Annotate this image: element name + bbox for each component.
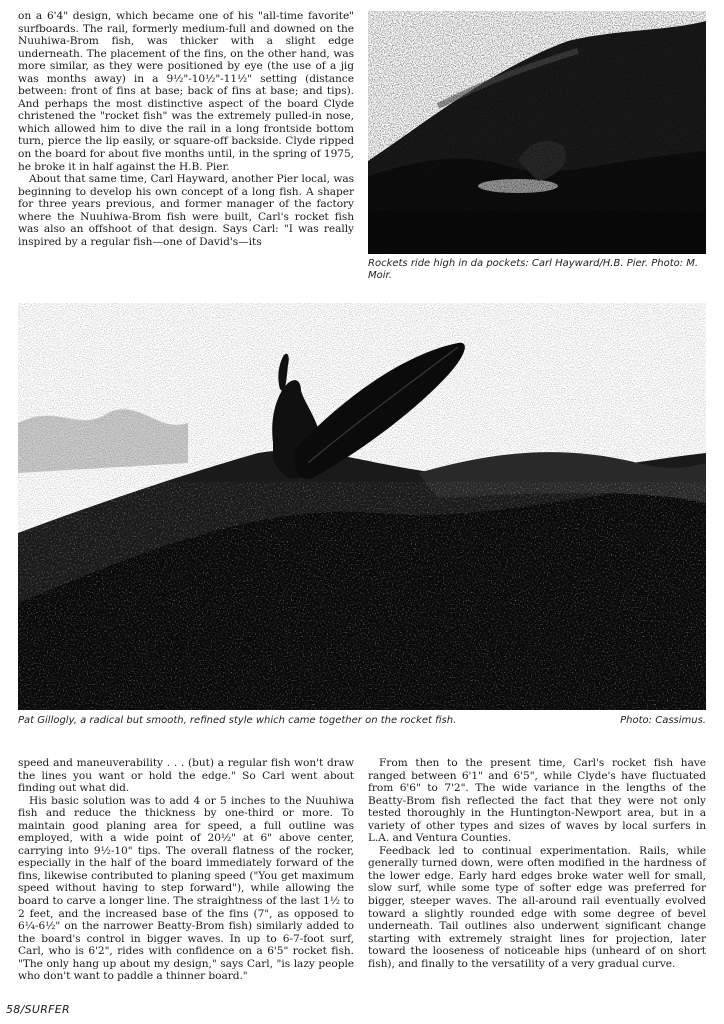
paragraph: From then to the present time, Carl's rocket fish have ranged between 6'1" and 6'5", while Clyde's have fluctuated from 6'6" to 7'2". The wide variance in the lengths of the Beatty-Brom fish reflected the fact that they were not only tested thoroughly in the Huntington-Newport area, but in a variety of other types and sizes of waves by local surfers in L.A. and Ventura Counties. xyxy=(368,757,706,845)
paragraph: About that same time, Carl Hayward, another Pier local, was beginning to develop his own concept of a long fish. A shaper for three years previous, and former manager of the factory where the Nuuhiwa-Brom fish were built, Carl's rocket fish was also an offshoot of that design. Says Carl: "I was really inspired by a regular fish—one of David's—its xyxy=(18,173,354,248)
caption-photo-main: Pat Gillogly, a radical but smooth, refined style which came together on the rocket fish. xyxy=(18,715,457,726)
caption-photo-top: Rockets ride high in da pockets: Carl Hayward/H.B. Pier. Photo: M. Moir. xyxy=(368,258,699,281)
paragraph: His basic solution was to add 4 or 5 inches to the Nuuhiwa fish and reduce the thickness by one-third or more. To maintain good planing area for speed, a full outline was employed, with a wide point of 20½" at 6" above center, carrying into 9½-10" tips. The overall flatness of the rocker, especially in the half of the board immediately forward of the fins, likewise contributed to planing speed ("You get maximum speed without having to step forward"), while allowing the board to carve a longer line. The straightness of the last 1½ to 2 feet, and the increased base of the fins (7", as opposed to 6¼-6½" on the narrower Beatty-Brom fish) similarly added to the board's control in bigger waves. In up to 6-7-foot surf, Carl, who is 6'2", rides with confidence on a 6'5" rocket fish. "The only hang up about my design," says Carl, "is lazy people who don't want to paddle a thinner board." xyxy=(18,794,354,983)
photo-pat-gillogly xyxy=(18,303,706,710)
bottom-left-text-column xyxy=(18,757,354,983)
bottom-right-text-column xyxy=(368,757,706,970)
top-text-column xyxy=(18,10,354,248)
page-folio: 58/SURFER xyxy=(6,1003,71,1016)
paragraph: speed and maneuverability . . . (but) a regular fish won't draw the lines you want or hold the edge." So Carl went about finding out what did. xyxy=(18,757,354,795)
paragraph: on a 6'4" design, which became one of his "all-time favorite" surfboards. The rail, formerly medium-full and downed on the Nuuhiwa-Brom fish, was thicker with a slight edge underneath. The placement of the fins, on the other hand, was more similar, as they were positioned by eye (the use of a jig was months away) in a 9½"-10½"-11½" setting (distance between: front of fins at base; back of fins at base; and tips). And perhaps the most distinctive aspect of the board Clyde christened the "rocket fish" was the extremely pulled-in nose, which allowed him to dive the rail in a long frontside bottom turn, pierce the lip easily, or square-off backside. Clyde ripped on the board for about five months until, in the spring of 1975, he broke it in half against the H.B. Pier. xyxy=(18,10,354,173)
paragraph: Feedback led to continual experimentation. Rails, while generally turned down, were often modified in the hardness of the lower edge. Early hard edges broke water well for small, slow surf, while some type of softer edge was preferred for bigger, steeper waves. The all-around rail eventually evolved toward a slightly rounded edge with some degree of bevel underneath. Tail outlines also underwent significant change starting with extremely straight lines for projection, later toward the looseness of noticeable hips (unheard of on short fish), and finally to the versatility of a very gradual curve. xyxy=(368,844,706,970)
photo-carl-hayward xyxy=(368,11,706,254)
photo-credit: Photo: Cassimus. xyxy=(620,715,706,726)
